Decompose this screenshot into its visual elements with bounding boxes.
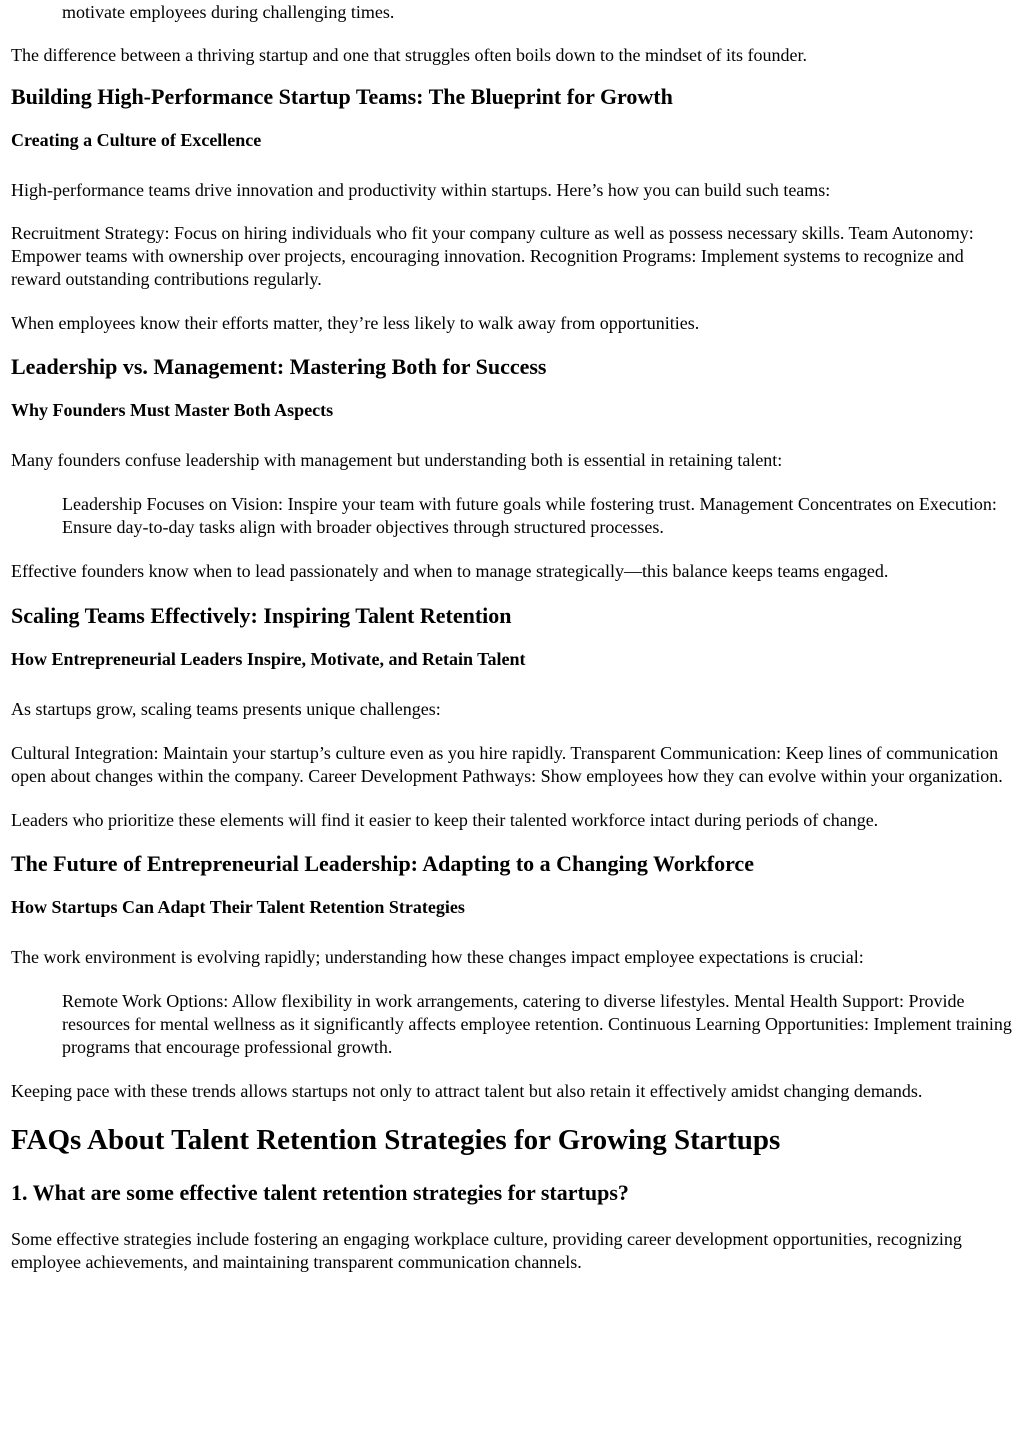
paragraph-startups-grow: As startups grow, scaling teams presents unique challenges: (11, 699, 441, 719)
paragraph-keeping-pace: Keeping pace with these trends allows startups not only to attract talent but also retain it effectively amidst changing demands. (11, 1081, 923, 1101)
heading-building-teams: Building High-Performance Startup Teams: The Blueprint for Growth (11, 84, 673, 109)
paragraph-high-performance: High-performance teams drive innovation and productivity within startups. Here’s how you can build such teams: (11, 180, 831, 200)
subheading-adapt-strategies: How Startups Can Adapt Their Talent Retention Strategies (11, 897, 465, 917)
paragraph-leadership-vision: Leadership Focuses on Vision: Inspire your team with future goals while fostering trust. Management Concentrates on Execution: Ensure day-to-day tasks align with broader objectives through structured processes. (62, 494, 997, 537)
faq-answer-1: Some effective strategies include fostering an engaging workplace culture, providing career development opportunities, recognizing employee achievements, and maintaining transparent communication channels. (11, 1229, 962, 1272)
heading-scaling-teams: Scaling Teams Effectively: Inspiring Talent Retention (11, 603, 512, 628)
paragraph-difference: The difference between a thriving startup and one that struggles often boils down to the mindset of its founder. (11, 45, 807, 65)
faq-question-1: 1. What are some effective talent retention strategies for startups? (11, 1180, 629, 1205)
paragraph-work-environment: The work environment is evolving rapidly; understanding how these changes impact employee expectations is crucial: (11, 947, 864, 967)
heading-future-leadership: The Future of Entrepreneurial Leadership: Adapting to a Changing Workforce (11, 851, 754, 876)
paragraph-effective-founders: Effective founders know when to lead passionately and when to manage strategically—this balance keeps teams engaged. (11, 561, 889, 581)
paragraph-prioritize: Leaders who prioritize these elements will find it easier to keep their talented workforce intact during periods of change. (11, 810, 879, 830)
paragraph-cultural-integration: Cultural Integration: Maintain your startup’s culture even as you hire rapidly. Transparent Communication: Keep lines of communication open about changes within the company. Career Development Pathways: Show employees how they can evolve within your organization. (11, 743, 1003, 786)
paragraph-efforts-matter: When employees know their efforts matter, they’re less likely to walk away from opportunities. (11, 313, 700, 333)
subheading-founders-both: Why Founders Must Master Both Aspects (11, 400, 334, 420)
subheading-culture-excellence: Creating a Culture of Excellence (11, 130, 262, 150)
paragraph-confuse: Many founders confuse leadership with management but understanding both is essential in retaining talent: (11, 450, 783, 470)
heading-faqs: FAQs About Talent Retention Strategies for Growing Startups (11, 1124, 781, 1156)
paragraph-recruitment: Recruitment Strategy: Focus on hiring individuals who fit your company culture as well as possess necessary skills. Team Autonomy: Empower teams with ownership over projects, encouraging innovation. Recognition Programs: Implement systems to recognize and reward outstanding contributions regularly. (11, 223, 974, 289)
heading-leadership-management: Leadership vs. Management: Mastering Both for Success (11, 354, 547, 379)
article-body (11, 0, 1017, 1274)
subheading-inspire-retain: How Entrepreneurial Leaders Inspire, Motivate, and Retain Talent (11, 649, 526, 669)
paragraph-motivate: motivate employees during challenging times. (62, 2, 395, 22)
paragraph-remote-work: Remote Work Options: Allow flexibility in work arrangements, catering to diverse lifestyles. Mental Health Support: Provide resources for mental wellness as it significantly affects employee retention. Continuous Learning Opportunities: Implement training programs that encourage professional growth. (62, 991, 1012, 1057)
